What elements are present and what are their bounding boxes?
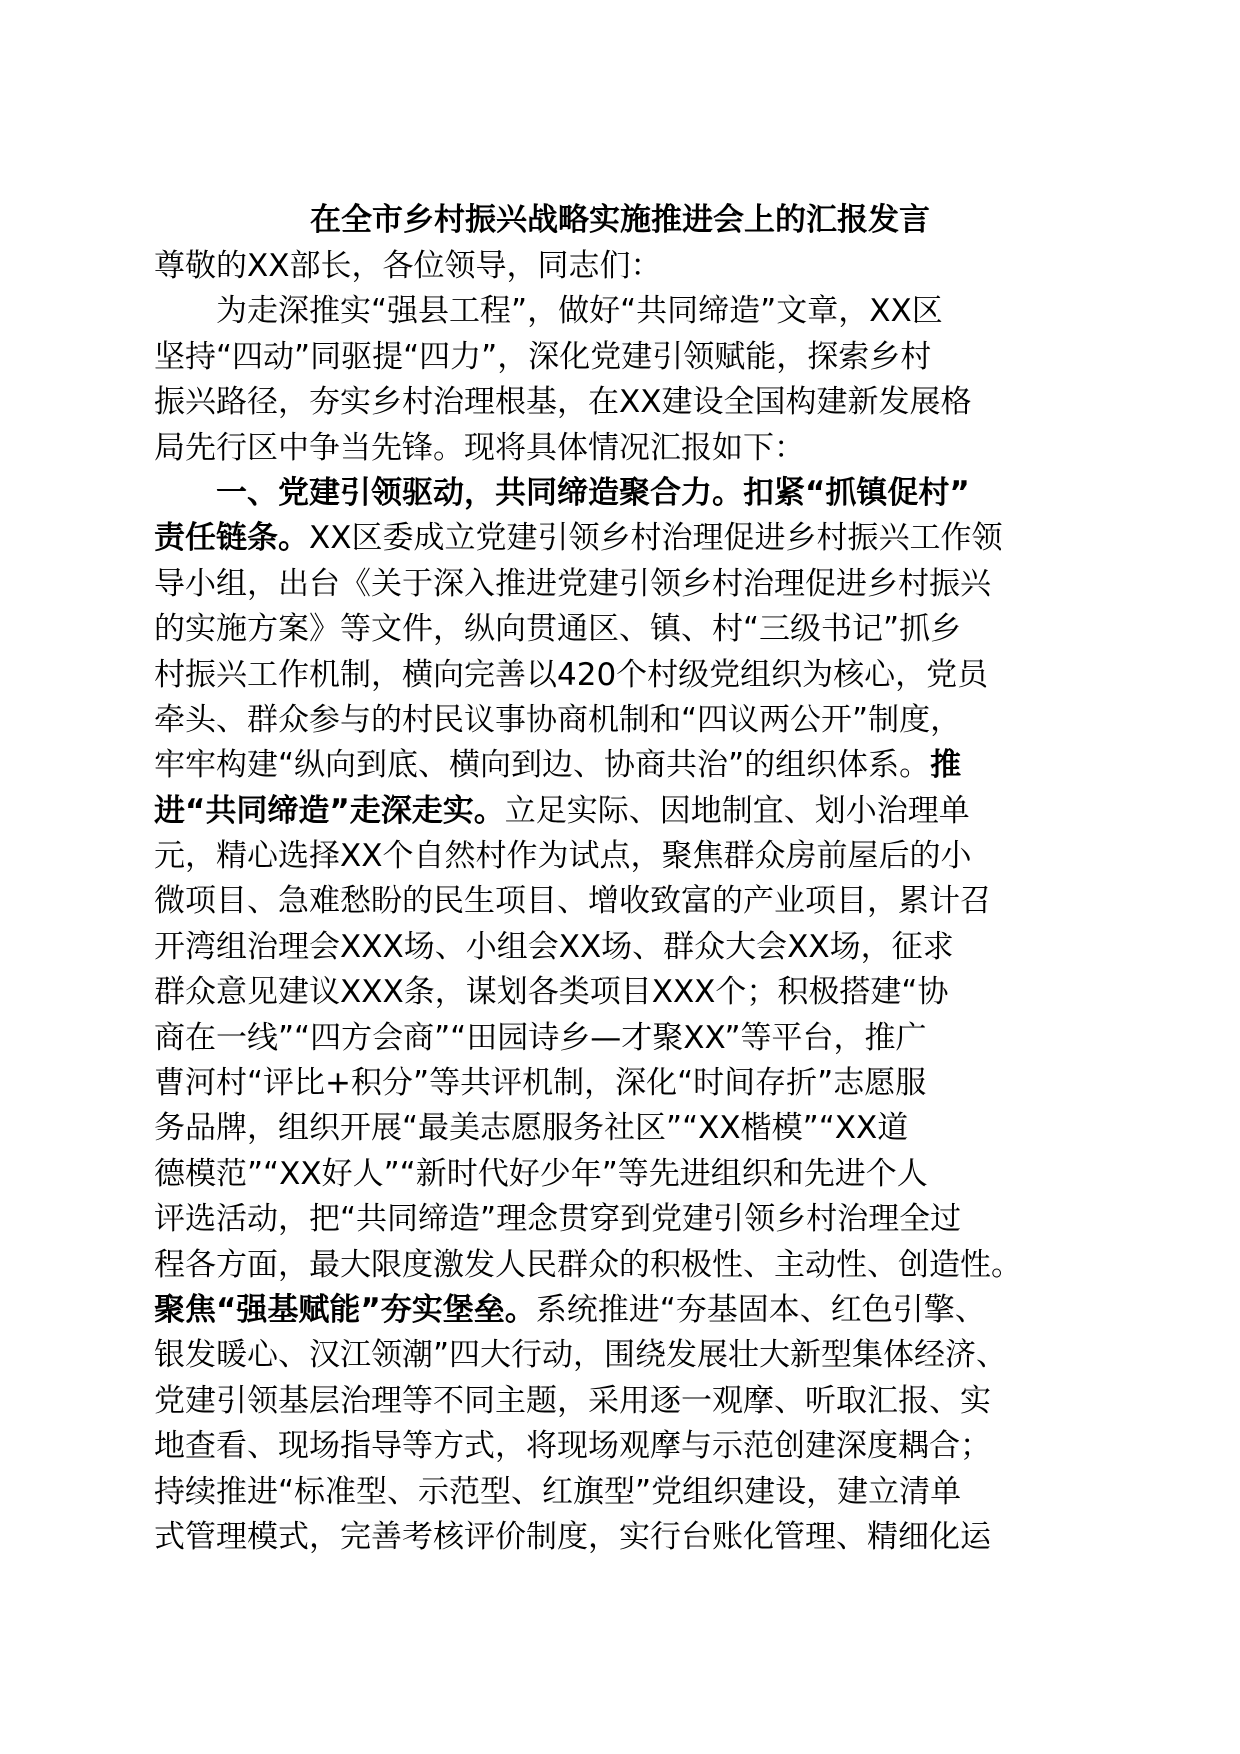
body-text: 局先行区中争当先锋。现将具体情况汇报如下： [154, 429, 805, 466]
body-text: 牵头、群众参与的村民议事协商机制和“四议两公开”制度， [154, 701, 962, 738]
text-line [154, 607, 1094, 652]
text-line [154, 1016, 1094, 1061]
text-line [154, 1424, 1094, 1469]
body-text: 微项目、急难愁盼的民生项目、增收致富的产业项目，累计召 [154, 883, 991, 920]
text-line [154, 516, 1094, 561]
document-title: 在全市乡村振兴战略实施推进会上的汇报发言 [310, 202, 930, 238]
body-text: 立足实际、因地制宜、划小治理单 [504, 792, 970, 829]
body-text: 导小组，出台《关于深入推进党建引领乡村治理促进乡村振兴 [154, 565, 991, 602]
body-text: 的实施方案》等文件，纵向贯通区、镇、村“三级书记”抓乡 [154, 611, 962, 648]
text-line [154, 426, 1094, 471]
body-text: 式管理模式，完善考核评价制度，实行台账化管理、精细化运 [154, 1518, 991, 1555]
text-line [154, 1288, 1094, 1333]
text-line [154, 834, 1094, 879]
text-line [154, 743, 1094, 788]
text-line [154, 289, 1094, 334]
document-body [154, 244, 1094, 1560]
body-text: 地查看、现场指导等方式，将现场观摩与示范创建深度耦合； [154, 1428, 991, 1465]
body-text: 程各方面，最大限度激发人民群众的积极性、主动性、创造性。 [154, 1246, 1022, 1283]
text-line [154, 1106, 1094, 1151]
body-text: XX区委成立党建引领乡村治理促进乡村振兴工作领 [309, 520, 1003, 557]
body-text: 持续推进“标准型、示范型、红旗型”党组织建设，建立清单 [154, 1473, 962, 1510]
body-text: 群众意见建议XXX条，谋划各类项目XXX个；积极搭建“协 [154, 974, 949, 1011]
text-line [154, 1197, 1094, 1242]
text-line [154, 562, 1094, 607]
text-line [154, 1333, 1094, 1378]
body-text: 牢牢构建“纵向到底、横向到边、协商共治”的组织体系。 [154, 747, 931, 784]
body-text: 开湾组治理会XXX场、小组会XX场、群众大会XX场，征求 [154, 928, 954, 965]
text-line [154, 698, 1094, 743]
bold-heading-text: 推 [930, 747, 962, 784]
bold-heading-text: 一、党建引领驱动，共同缔造聚合力。扣紧“抓镇促村” [216, 474, 970, 511]
body-text: 党建引领基层治理等不同主题，采用逐一观摩、听取汇报、实 [154, 1382, 991, 1419]
body-text: 曹河村“评比+积分”等共评机制，深化“时间存折”志愿服 [154, 1065, 927, 1102]
body-text: 尊敬的XX部长，各位领导，同志们： [154, 248, 662, 284]
text-line [154, 1243, 1094, 1288]
body-text: 务品牌，组织开展“最美志愿服务社区”“XX楷模”“XX道 [154, 1110, 909, 1147]
body-text: 元，精心选择XX个自然村作为试点，聚焦群众房前屋后的小 [154, 838, 972, 875]
text-line [154, 789, 1094, 834]
bold-heading-text: 责任链条。 [154, 520, 309, 557]
body-text: 为走深推实“强县工程”，做好“共同缔造”文章，XX区 [216, 293, 943, 330]
text-line [154, 1379, 1094, 1424]
text-line [154, 1061, 1094, 1106]
body-text: 银发暖心、汉江领潮”四大行动，围绕发展壮大新型集体经济、 [154, 1337, 1008, 1374]
body-text: 评选活动，把“共同缔造”理念贯穿到党建引领乡村治理全过 [154, 1201, 962, 1238]
body-text: 村振兴工作机制，横向完善以420个村级党组织为核心，党员 [154, 656, 989, 693]
text-line [154, 1470, 1094, 1515]
text-line [154, 879, 1094, 924]
text-line [154, 471, 1094, 516]
body-text: 德模范”“XX好人”“新时代好少年”等先进组织和先进个人 [154, 1155, 928, 1192]
text-line [154, 380, 1094, 425]
text-line [154, 970, 1094, 1015]
text-line [154, 1515, 1094, 1560]
body-text: 坚持“四动”同驱提“四力”，深化党建引领赋能，探索乡村 [154, 338, 932, 375]
text-line [154, 1152, 1094, 1197]
body-text: 系统推进“夯基固本、红色引擎、 [535, 1291, 986, 1328]
body-text: 商在一线”“四方会商”“田园诗乡—才聚XX”等平台，推广 [154, 1019, 927, 1056]
body-text: 振兴路径，夯实乡村治理根基，在XX建设全国构建新发展格 [154, 384, 972, 421]
text-line [154, 335, 1094, 380]
text-line [154, 653, 1094, 698]
bold-heading-text: 进“共同缔造”走深走实。 [154, 792, 505, 829]
text-line [154, 244, 1094, 289]
bold-heading-text: 聚焦“强基赋能”夯实堡垒。 [154, 1291, 536, 1328]
text-line [154, 925, 1094, 970]
